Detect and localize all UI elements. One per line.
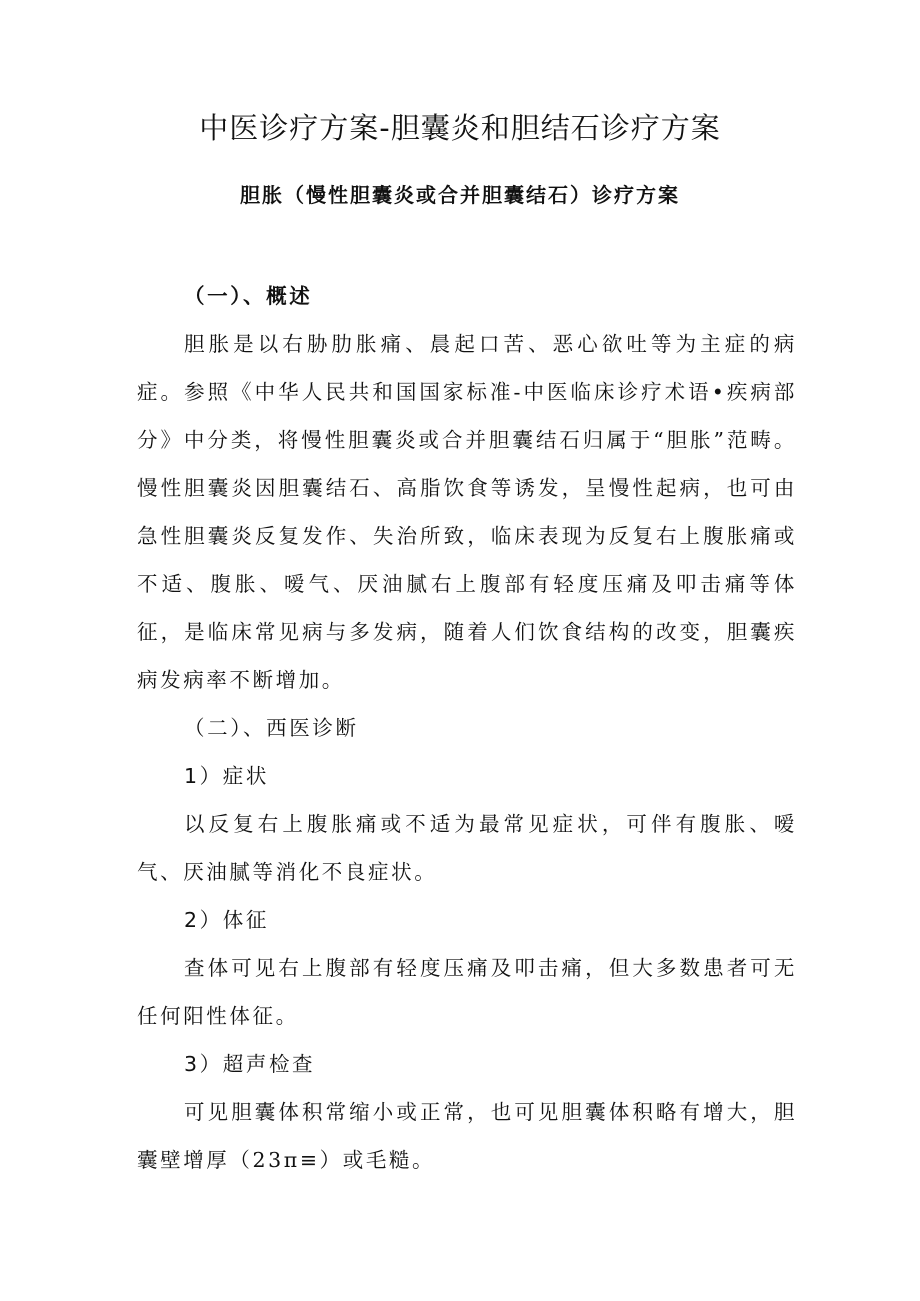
signs-heading: 2）体征 <box>184 908 269 932</box>
ultrasound-paragraph: 可见胆囊体积常缩小或正常，也可见胆囊体积略有增大，胆囊壁增厚（23π≡）或毛糙。 <box>137 1100 797 1172</box>
symptoms-heading: 1）症状 <box>184 764 269 788</box>
symptoms-paragraph: 以反复右上腹胀痛或不适为最常见症状，可伴有腹胀、嗳气、厌油腻等消化不良症状。 <box>137 812 797 884</box>
page-title: 中医诊疗方案-胆囊炎和胆结石诊疗方案 <box>199 111 721 145</box>
overview-heading: （一）、概述 <box>184 284 313 308</box>
signs-paragraph: 查体可见右上腹部有轻度压痛及叩击痛，但大多数患者可无任何阳性体征。 <box>137 956 797 1028</box>
overview-paragraph: 胆胀是以右胁肋胀痛、晨起口苦、恶心欲吐等为主症的病症。参照《中华人民共和国国家标准-中医临床诊疗术语•疾病部分》中分类，将慢性胆囊炎或合并胆囊结石归属于“胆胀”范畴。慢性胆囊炎因胆囊结石、高脂饮食等诱发，呈慢性起病，也可由急性胆囊炎反复发作、失治所致，临床表现为反复右上腹胀痛或不适、腹胀、嗳气、厌油腻右上腹部有轻度压痛及叩击痛等体征，是临床常见病与多发病，随着人们饮食结构的改变，胆囊疾病发病率不断增加。 <box>137 332 797 692</box>
western-diagnosis-heading: （二）、西医诊断 <box>184 716 359 740</box>
ultrasound-heading: 3）超声检查 <box>184 1052 316 1076</box>
page-subtitle: 胆胀（慢性胆囊炎或合并胆囊结石）诊疗方案 <box>240 183 680 207</box>
document-body <box>137 272 797 1184</box>
